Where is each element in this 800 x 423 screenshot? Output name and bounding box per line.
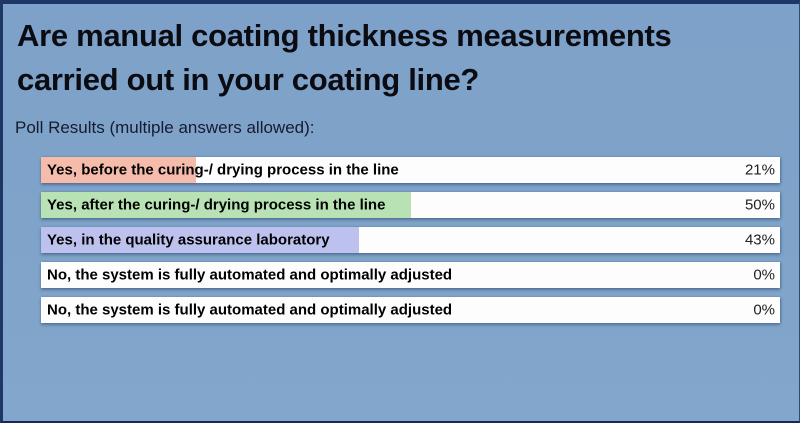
poll-option-row <box>41 157 780 183</box>
poll-option-percentage: 21% <box>744 161 775 179</box>
poll-results-subtitle: Poll Results (multiple answers allowed): <box>15 118 315 137</box>
poll-option-label: Yes, after the curing-/ drying process in the line <box>47 196 386 214</box>
poll-question-title: Are manual coating thickness measurements carried out in your coating line? <box>17 18 672 97</box>
poll-option-row <box>41 227 780 253</box>
poll-option-label: Yes, in the quality assurance laboratory <box>47 231 330 249</box>
poll-option-percentage: 0% <box>753 266 775 284</box>
poll-option-row <box>41 262 780 288</box>
poll-option-label: No, the system is fully automated and optimally adjusted <box>47 266 453 284</box>
poll-option-label: No, the system is fully automated and optimally adjusted <box>47 301 453 319</box>
poll-option-percentage: 50% <box>744 196 775 214</box>
poll-option-label: Yes, before the curing-/ drying process in the line <box>47 161 399 179</box>
poll-option-row <box>41 192 780 218</box>
poll-option-percentage: 0% <box>753 301 775 319</box>
poll-option-percentage: 43% <box>744 231 775 249</box>
poll-option-row <box>41 297 780 323</box>
poll-results-bar-chart <box>41 157 780 332</box>
